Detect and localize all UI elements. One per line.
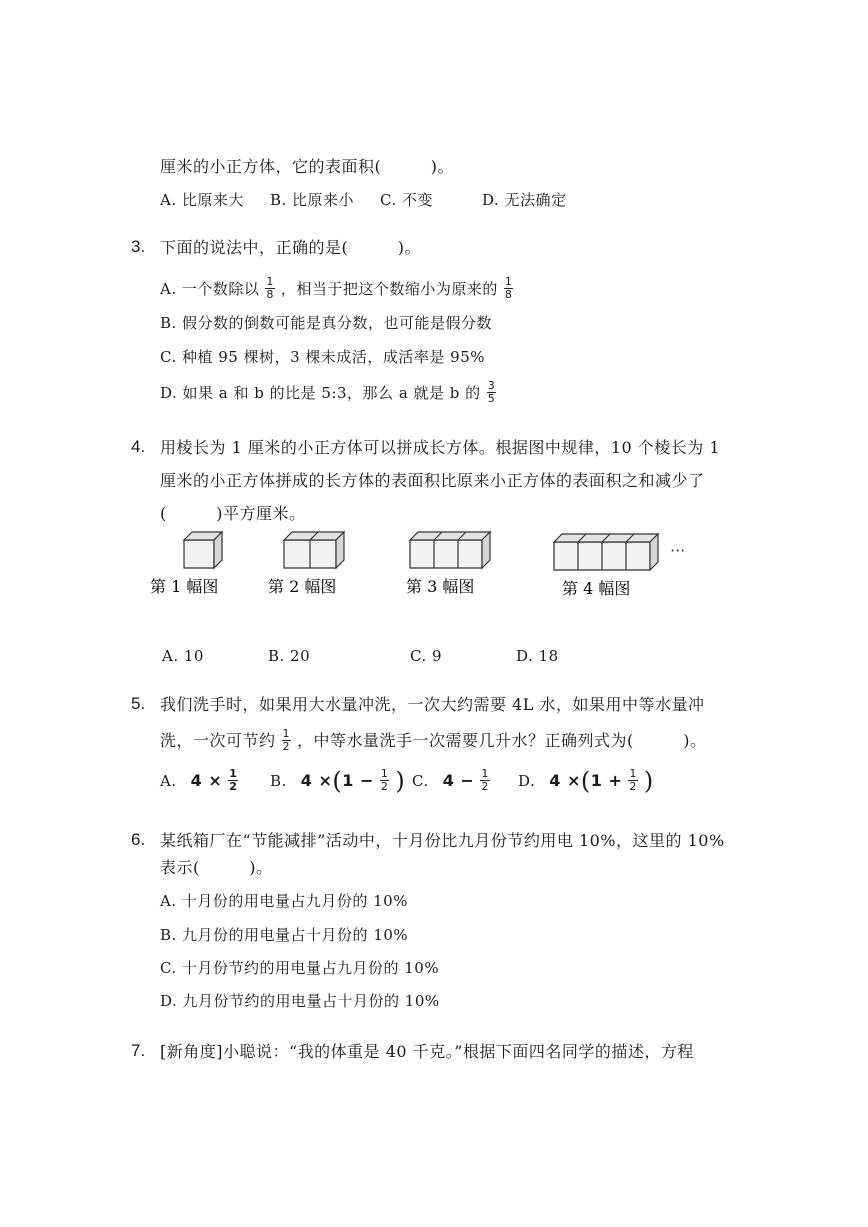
q5-option-a-expr: 4 × (190, 770, 223, 790)
q4-number: 4. (131, 437, 146, 456)
figure-4-cubes (554, 534, 658, 570)
q4-line3: ( )平方厘米。 (160, 504, 306, 523)
figure-3-cubes (410, 532, 490, 568)
figure-label-4: 第 4 幅图 (562, 579, 631, 598)
q5-option-a-fraction: $\frac{1}{2}$ (229, 767, 238, 793)
figure-2-cubes (284, 532, 344, 568)
q5-option-d-fraction: $\frac{1}{2}$ (629, 767, 637, 793)
q6-option-c[interactable]: C. 十月份节约的用电量占九月份的 10% (160, 959, 440, 977)
figure-ellipsis: ··· (670, 541, 686, 560)
figure-1-cubes (184, 532, 222, 568)
q7-number: 7. (131, 1041, 146, 1060)
q6-line1: 某纸箱厂在“节能减排”活动中，十月份比九月份节约用电 10%，这里的 10% (160, 831, 725, 850)
q5-option-d-close-paren: ) (643, 766, 654, 795)
q4-option-d[interactable]: D. 18 (516, 647, 559, 665)
q5-option-b-expr: 4 × (300, 770, 333, 790)
q4-line1: 用棱长为 1 厘米的小正方体可以拼成长方体。根据图中规律，10 个棱长为 1 (160, 438, 721, 457)
q5-line2-post: ，中等水量洗手一次需要几升水？正确列式为( )。 (297, 730, 707, 750)
q2-line2: 厘米的小正方体，它的表面积( )。 (160, 157, 454, 176)
q5-option-b-close-paren: ) (395, 766, 406, 795)
q3-fraction-3: $\frac{3}{5}$ (487, 379, 496, 405)
q5-option-d-open-paren: ( (580, 766, 591, 795)
q2-option-a[interactable]: A. 比原来大 (160, 191, 244, 209)
q5-option-b-label: B. (270, 771, 287, 790)
q2-option-d[interactable]: D. 无法确定 (482, 191, 567, 209)
q5-option-c-expr: 4 − (442, 770, 475, 790)
q2-option-b[interactable]: B. 比原来小 (270, 191, 355, 209)
q3-option-b[interactable]: B. 假分数的倒数可能是真分数，也可能是假分数 (160, 314, 493, 332)
q3-number: 3. (131, 237, 146, 256)
q5-line1: 我们洗手时，如果用大水量冲洗，一次大约需要 4L 水，如果用中等水量冲 (160, 695, 705, 714)
q5-option-c-label: C. (412, 771, 429, 790)
q4-option-c[interactable]: C. 9 (410, 647, 443, 665)
q5-option-d-label: D. (518, 771, 536, 790)
figure-label-2: 第 2 幅图 (268, 577, 337, 596)
q3-fraction-2: $\frac{1}{8}$ (504, 275, 513, 301)
cube-figure (140, 530, 720, 610)
q4-line2: 厘米的小正方体拼成的长方体的表面积比原来小正方体的表面积之和减少了 (160, 471, 705, 490)
q6-option-b[interactable]: B. 九月份的用电量占十月份的 10% (160, 926, 409, 944)
q2-option-c[interactable]: C. 不变 (380, 191, 433, 209)
q3-stem: 下面的说法中，正确的是( )。 (160, 238, 421, 257)
q5-option-a-label: A. (160, 771, 177, 790)
q7-line1: [新角度]小聪说：“我的体重是 40 千克。”根据下面四名同学的描述，方程 (160, 1042, 694, 1061)
q3-option-a-mid: ，相当于把这个数缩小为原来的 (280, 279, 498, 298)
q3-fraction-1: $\frac{1}{8}$ (266, 275, 274, 301)
q3-option-d[interactable] (160, 380, 502, 405)
q5-fraction: $\frac{1}{2}$ (282, 727, 291, 753)
q6-number: 6. (131, 830, 146, 849)
q5-option-c-fraction: $\frac{1}{2}$ (481, 767, 489, 793)
q6-option-a[interactable]: A. 十月份的用电量占九月份的 10% (160, 892, 408, 910)
q5-option-c[interactable] (412, 768, 496, 793)
q4-option-a[interactable]: A. 10 (162, 647, 204, 665)
q5-option-b[interactable] (270, 768, 405, 793)
figure-label-1: 第 1 幅图 (150, 577, 219, 596)
q5-line2 (160, 728, 707, 753)
q5-option-b-open-paren: ( (332, 766, 343, 795)
q5-number: 5. (131, 694, 146, 713)
q3-option-d-pre: D. 如果 a 和 b 的比是 5:3，那么 a 就是 b 的 (160, 383, 481, 402)
q5-option-b-fraction: $\frac{1}{2}$ (380, 767, 389, 793)
q5-option-d-expr: 4 × (549, 770, 581, 790)
q5-option-d[interactable] (518, 768, 654, 793)
q5-option-a[interactable] (160, 768, 244, 793)
q5-line2-pre: 洗，一次可节约 (160, 730, 276, 750)
q6-option-d[interactable]: D. 九月份节约的用电量占十月份的 10% (160, 992, 440, 1010)
q6-line2: 表示( )。 (160, 858, 273, 877)
q3-option-a-pre: A. 一个数除以 (160, 279, 260, 298)
q3-option-c[interactable]: C. 种植 95 棵树，3 棵未成活，成活率是 95% (160, 348, 486, 366)
q5-option-d-inner: 1 + (590, 770, 623, 790)
q4-option-b[interactable]: B. 20 (268, 647, 311, 665)
q3-option-a[interactable] (160, 276, 519, 301)
figure-label-3: 第 3 幅图 (406, 577, 475, 596)
q5-option-b-inner: 1 − (342, 770, 374, 790)
